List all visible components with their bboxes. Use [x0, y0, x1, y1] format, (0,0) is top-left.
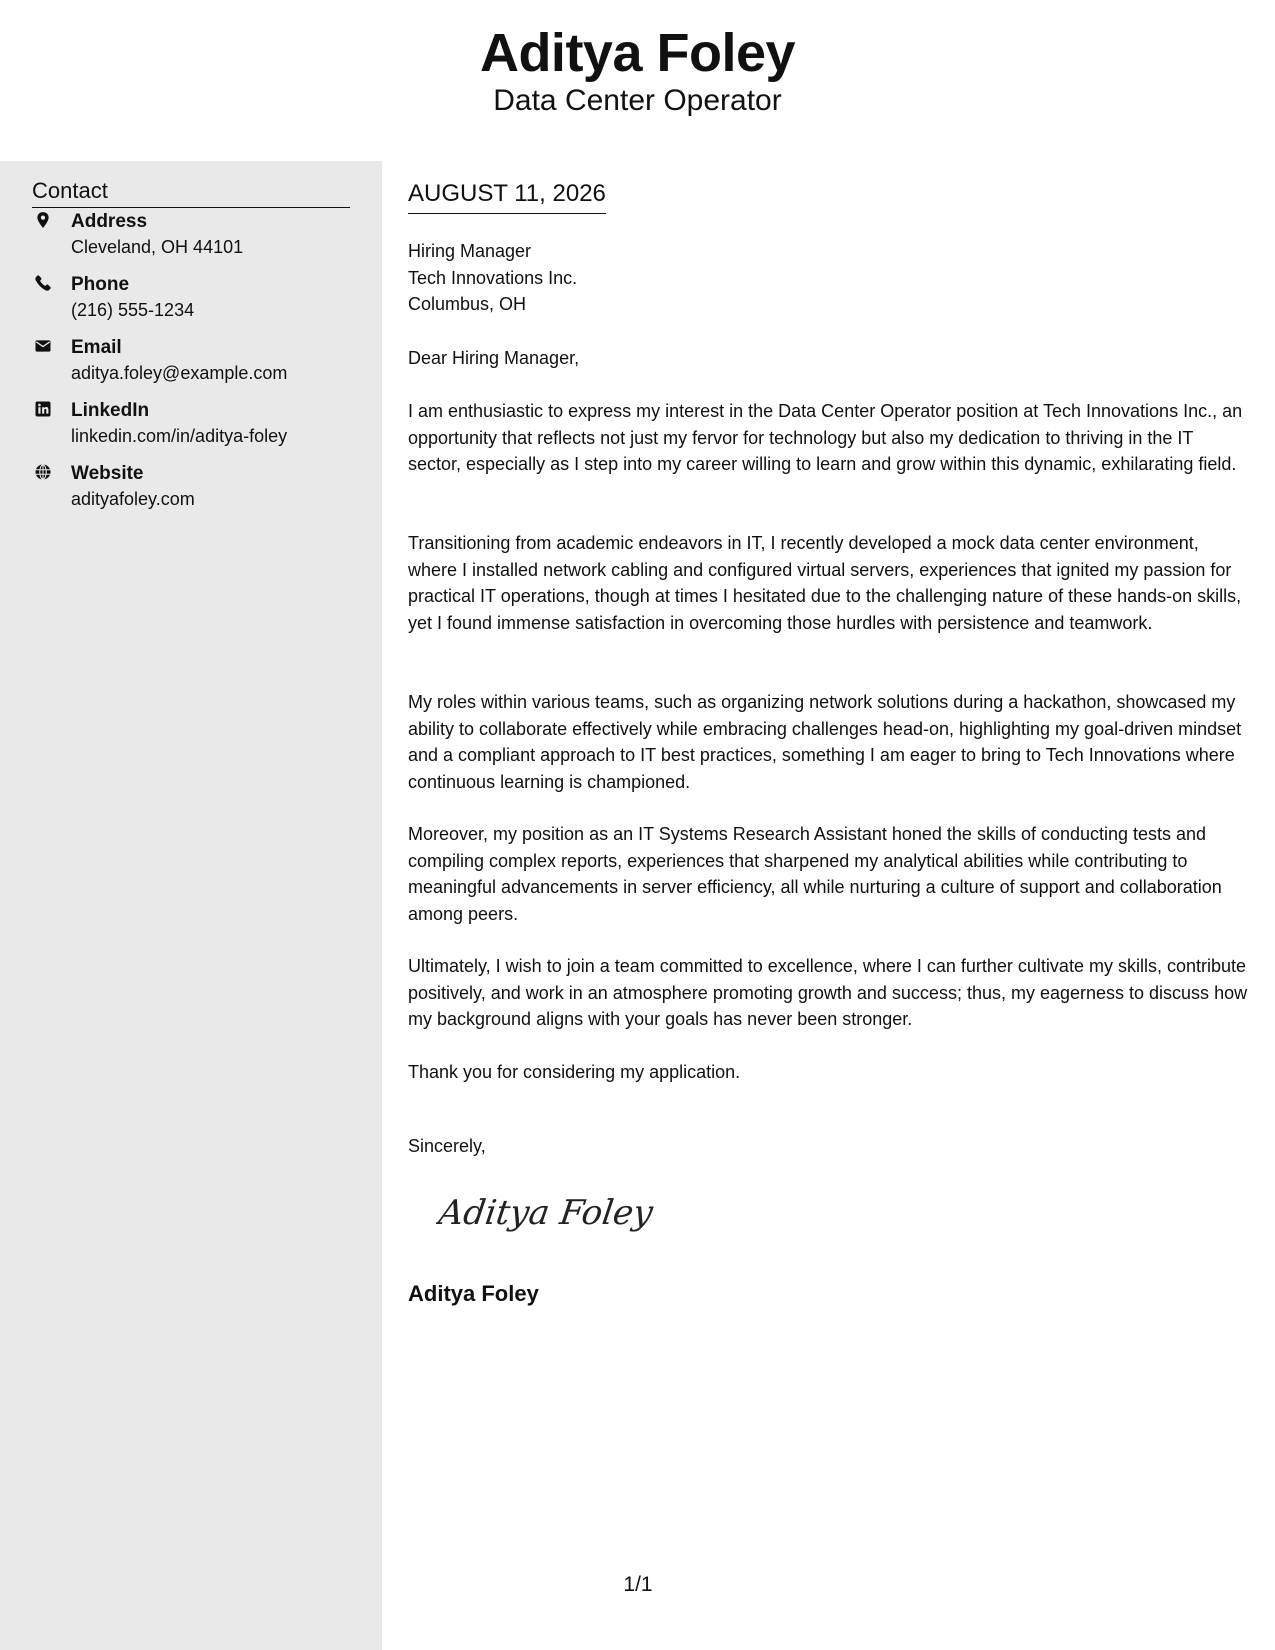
body-paragraph: Ultimately, I wish to join a team committed to excellence, where I can further cultivate my skills, contribute positively, and work in an atmosphere promoting growth and success; thus, my eagerness to discuss how my background aligns with your goals has never been stronger. — [408, 956, 1248, 1029]
applicant-name: Aditya Foley — [479, 23, 796, 83]
job-title: Data Center Operator — [493, 84, 782, 117]
recipient-line: Tech Innovations Inc. — [408, 267, 578, 288]
website-value: adityafoley.com — [71, 489, 195, 509]
recipient-line: Hiring Manager — [408, 241, 532, 261]
body-paragraph: Transitioning from academic endeavors in IT, I recently developed a mock data center environment, where I installed network cabling and configured virtual servers, experiences that ignited my passion for practical IT operations, though at times I hesitated due to the challenging nature of these hands-on skills, yet I found immense satisfaction in overcoming those hurdles with persistence and teamwork. — [408, 533, 1242, 633]
recipient-block — [408, 238, 1248, 318]
body-paragraph: Thank you for considering my application. — [408, 1062, 741, 1082]
closing: Sincerely, — [408, 1136, 486, 1156]
contact-address — [32, 209, 362, 265]
page-number: 1/1 — [623, 1573, 653, 1596]
signer-name: Aditya Foley — [408, 1281, 539, 1306]
contact-website — [32, 461, 362, 517]
letter-date: AUGUST 11, 2026 — [408, 178, 606, 214]
phone-label: Phone — [71, 274, 130, 295]
body-paragraph: Moreover, my position as an IT Systems Research Assistant honed the skills of conducting tests and compiling complex reports, experiences that sharpened my analytical abilities while contributing to meaningful advancements in server efficiency, all while nurturing a culture of support and collaboration among peers. — [408, 824, 1222, 924]
recipient-line: Columbus, OH — [408, 294, 527, 314]
letter-body — [408, 161, 1248, 1650]
phone-value: (216) 555-1234 — [71, 300, 195, 320]
envelope-icon — [34, 337, 52, 355]
contact-phone — [32, 272, 362, 328]
globe-icon — [34, 463, 52, 481]
website-label: Website — [71, 463, 144, 484]
address-value: Cleveland, OH 44101 — [71, 237, 244, 257]
contact-email — [32, 335, 362, 391]
contact-heading: Contact — [32, 176, 350, 208]
email-label: Email — [71, 337, 122, 358]
handwritten-signature — [436, 1178, 666, 1248]
linkedin-icon — [34, 400, 52, 418]
contact-linkedin — [32, 398, 362, 454]
salutation: Dear Hiring Manager, — [408, 348, 580, 368]
linkedin-label: LinkedIn — [71, 400, 150, 421]
address-label: Address — [71, 211, 148, 232]
body-paragraph: I am enthusiastic to express my interest in the Data Center Operator position at Tech Innovations Inc., an opportunity that reflects not just my fervor for technology but also my dedication to thriving in the IT sector, especially as I step into my career willing to learn and grow within this dynamic, exhilarating field. — [408, 401, 1243, 474]
phone-icon — [34, 274, 52, 292]
map-pin-icon — [34, 211, 52, 229]
svg-text:Aditya Foley: Aditya Foley — [436, 1193, 656, 1233]
contact-sidebar — [0, 161, 382, 1650]
body-paragraph: My roles within various teams, such as organizing network solutions during a hackathon, showcased my ability to collaborate effectively while embracing challenges head-on, highlighting my goal-driven mindset and a compliant approach to IT best practices, something I am eager to bring to Tech Innovations where continuous learning is championed. — [408, 692, 1242, 792]
document-header — [0, 0, 1275, 161]
linkedin-value: linkedin.com/in/aditya-foley — [71, 426, 288, 446]
email-value: aditya.foley@example.com — [71, 363, 288, 383]
